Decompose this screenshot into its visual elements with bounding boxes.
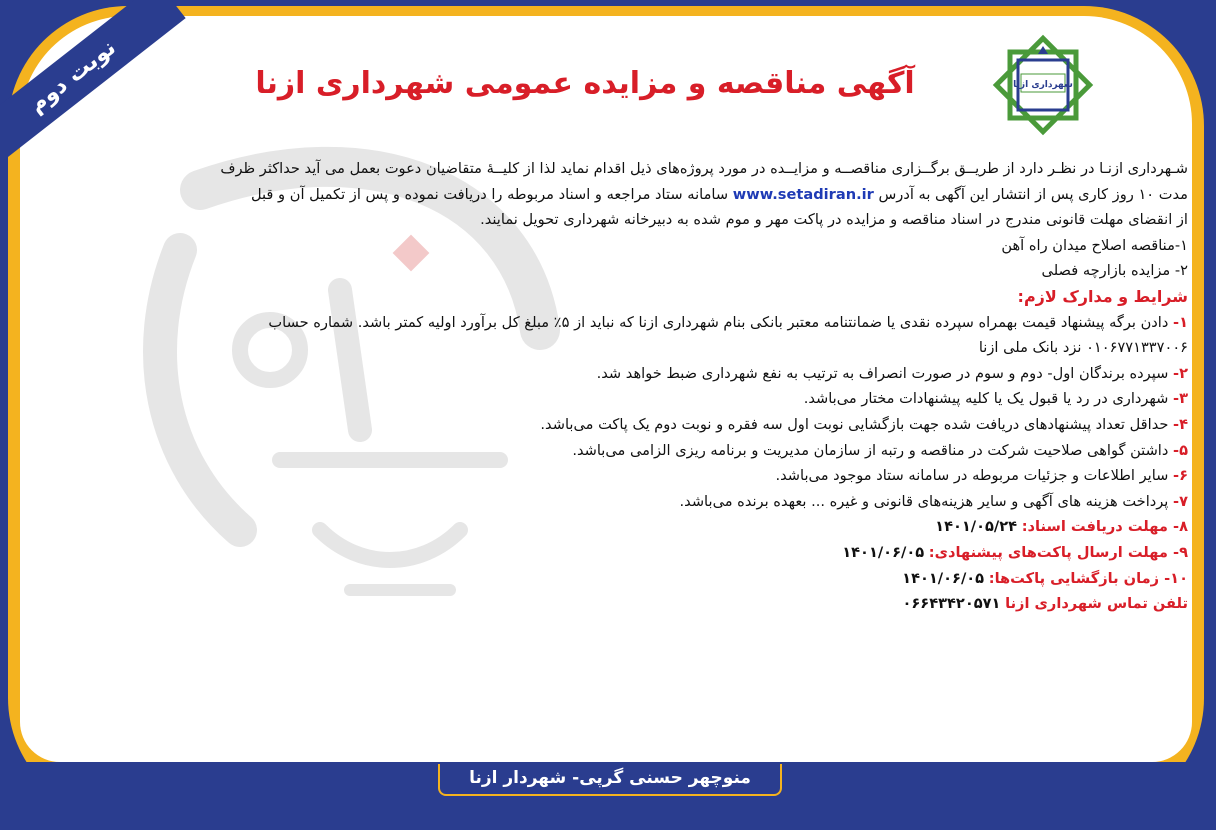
condition-item [38, 386, 1188, 412]
condition-number: ۴- [1173, 415, 1188, 433]
municipality-logo-icon [988, 30, 1098, 140]
condition-item [38, 412, 1188, 438]
deadline-value: ۱۴۰۱/۰۶/۰۵ [842, 543, 925, 561]
intro-line-3: از انقضای مهلت قانونی مندرج در اسناد مناقصه و مزایده در پاکت مهر و موم شده به دبیرخانه شهرداری تحویل نمایند. [480, 211, 1188, 229]
condition-number: ۱- [1173, 313, 1188, 331]
deadline-value: ۱۴۰۱/۰۶/۰۵ [902, 569, 985, 587]
intro-line-1: شـهرداری ازنـا در نظـر دارد از طریــق برگــزاری مناقصــه و مزایــده در مورد پروژه‌های ذیل اقدام نماید لذا از کلیــهٔ متقاضیان دعوت بعمل می آید حداکثر ظرف [220, 160, 1188, 177]
page-title: آگهی مناقصه و مزایده عمومی شهرداری ازنا [255, 66, 915, 101]
deadline-item [38, 514, 1188, 540]
condition-text: دادن برگه پیشنهاد قیمت بهمراه سپرده نقدی یا ضمانتنامه معتبر بانکی بنام شهرداری ازنا که نباید از ۵٪ مبلغ کل برآورد اولیه کمتر باشد. شماره حساب [268, 313, 1169, 331]
phone-label: تلفن تماس شهرداری ازنا [1005, 595, 1188, 613]
edition-ribbon: نوبت دوم [0, 0, 186, 172]
condition-number: ۲- [1173, 364, 1188, 382]
mayor-signature: منوچهر حسنی گرپی- شهردار ازنا [438, 764, 782, 796]
condition-item [38, 463, 1188, 489]
condition-number: ۵- [1173, 441, 1188, 459]
condition-text: سپرده برندگان اول- دوم و سوم در صورت انصراف به ترتیب به نفع شهرداری ضبط خواهد شد. [596, 364, 1169, 382]
condition-number: ۶- [1173, 467, 1188, 485]
condition-item [38, 361, 1188, 387]
condition-text: سایر اطلاعات و جزئیات مربوطه در سامانه ستاد موجود می‌باشد. [775, 467, 1169, 485]
condition-text: حداقل تعداد پیشنهادهای دریافت شده جهت بازگشایی نوبت اول سه فقره و نوبت دوم یک پاکت می‌باشد. [540, 415, 1169, 433]
condition-item [38, 310, 1188, 336]
logo-lettering: شهرداری ازنا [1013, 80, 1073, 90]
condition-number: ۷- [1173, 492, 1188, 510]
conditions-heading: شرایط و مدارک لازم: [1017, 286, 1188, 306]
phone-value: ۰۶۶۴۳۴۲۰۵۷۱ [902, 595, 1001, 613]
deadline-item [38, 566, 1188, 592]
phone-line [38, 591, 1188, 617]
intro-text-a: مدت ۱۰ روز کاری پس از انتشار این آگهی به آدرس [878, 185, 1188, 203]
condition-text: پرداخت هزینه های آگهی و سایر هزینه‌های قانونی و غیره ... بعهده برنده می‌باشد. [679, 492, 1169, 510]
deadline-label: ۸- مهلت دریافت اسناد: [1021, 518, 1188, 536]
intro-line-2 [38, 182, 1188, 208]
condition-text: شهرداری در رد یا قبول یک یا کلیه پیشنهادات مختار می‌باشد. [803, 390, 1169, 408]
condition-text: داشتن گواهی صلاحیت شرکت در مناقصه و رتبه از سازمان مدیریت و برنامه ریزی الزامی می‌باشد. [572, 441, 1169, 459]
project-item: ۱-مناقصه اصلاح میدان راه آهن [1001, 236, 1188, 254]
condition-number: ۳- [1173, 390, 1188, 408]
deadline-label: ۱۰- زمان بازگشایی پاکت‌ها: [988, 569, 1188, 587]
intro-text-b: سامانه ستاد مراجعه و اسناد مربوطه را دریافت نموده و پس از تکمیل آن و قبل [250, 185, 729, 203]
condition-item-continued: ۰۱۰۶۷۷۱۳۳۷۰۰۶ نزد بانک ملی ازنا [978, 339, 1188, 357]
deadline-item [38, 540, 1188, 566]
setadiran-link[interactable]: www.setadiran.ir [732, 185, 874, 203]
notice-body [38, 156, 1188, 617]
deadline-value: ۱۴۰۱/۰۵/۲۴ [935, 518, 1018, 536]
project-item: ۲- مزایده بازارچه فصلی [1041, 262, 1188, 280]
deadline-label: ۹- مهلت ارسال پاکت‌های پیشنهادی: [928, 543, 1188, 561]
condition-item [38, 438, 1188, 464]
condition-item [38, 489, 1188, 515]
